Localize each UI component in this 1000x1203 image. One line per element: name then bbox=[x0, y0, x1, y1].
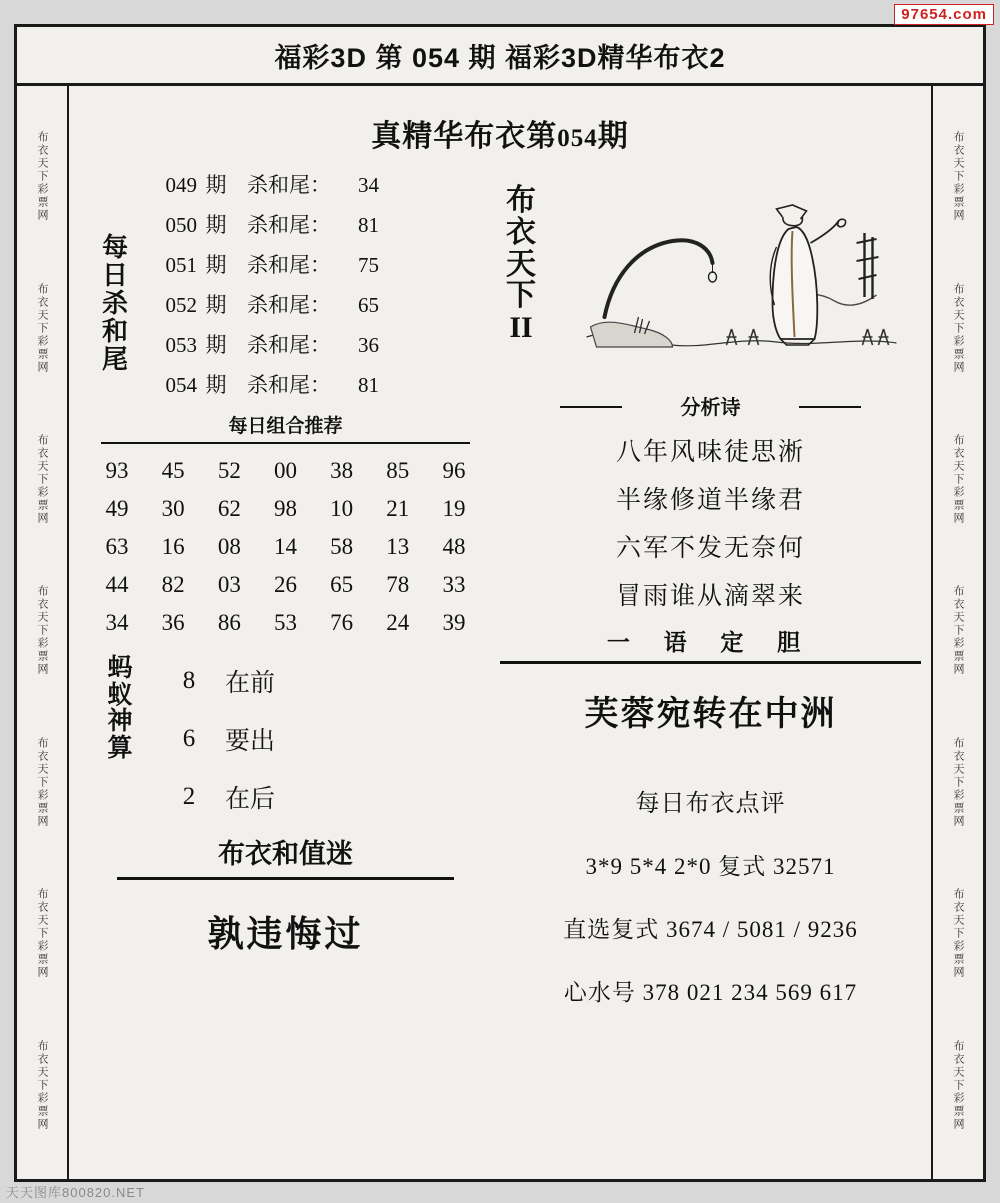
ant-label-char: 蚂 bbox=[107, 655, 133, 682]
ant-label-char: 算 bbox=[107, 734, 133, 762]
art-title-char: 衣 bbox=[506, 215, 536, 249]
grid-cell: 16 bbox=[161, 534, 185, 559]
watermark-text: 布衣天下彩票网 bbox=[952, 434, 964, 526]
grid-cell: 08 bbox=[217, 534, 241, 559]
grid-cell: 49 bbox=[105, 496, 129, 521]
row-qi: 期 bbox=[205, 213, 227, 237]
left-column bbox=[69, 169, 484, 1007]
grid-cell: 36 bbox=[161, 610, 185, 635]
list-item bbox=[167, 768, 484, 826]
row-qi: 期 bbox=[205, 333, 227, 357]
divider bbox=[500, 661, 921, 664]
table-row bbox=[89, 566, 482, 604]
row-label: 杀和尾： bbox=[247, 373, 331, 397]
kill-sum-label-char: 和 bbox=[101, 317, 128, 347]
key-phrase: 芙蓉宛转在中洲 bbox=[584, 696, 837, 733]
grid-cell: 10 bbox=[330, 496, 354, 521]
grid-cell: 78 bbox=[386, 572, 410, 597]
row-label: 杀和尾： bbox=[247, 173, 331, 197]
grid-cell: 93 bbox=[105, 458, 129, 483]
grid-cell: 98 bbox=[273, 496, 297, 521]
ant-number: 8 bbox=[182, 667, 196, 694]
kill-sum-rows bbox=[143, 169, 484, 409]
main-heading-suffix: 期 bbox=[597, 120, 629, 153]
grid-cell: 63 bbox=[105, 534, 129, 559]
ant-label bbox=[87, 652, 149, 826]
ink-painting bbox=[552, 177, 931, 387]
row-value: 81 bbox=[358, 373, 379, 397]
divider bbox=[117, 877, 454, 880]
ant-word: 在前 bbox=[225, 670, 276, 697]
row-label: 杀和尾： bbox=[247, 253, 331, 277]
riddle-text: 孰违悔过 bbox=[207, 914, 364, 954]
corner-watermark-badge: 97654.com bbox=[894, 4, 994, 25]
art-title-char: 下 bbox=[506, 279, 536, 313]
daily-review-title: 每日布衣点评 bbox=[635, 791, 786, 817]
row-issue: 050 bbox=[165, 213, 197, 237]
table-row bbox=[143, 289, 484, 329]
main-heading-prefix: 真精华布衣第 bbox=[371, 120, 558, 153]
grid-cell: 38 bbox=[330, 458, 354, 483]
grid-cell: 85 bbox=[386, 458, 410, 483]
watermark-text: 布衣天下彩票网 bbox=[36, 434, 48, 526]
right-column bbox=[484, 169, 931, 1007]
row-qi: 期 bbox=[205, 373, 227, 397]
grid-cell: 34 bbox=[105, 610, 129, 635]
kill-sum-block bbox=[87, 169, 484, 409]
main-heading bbox=[69, 111, 931, 155]
watermark-text: 布衣天下彩票网 bbox=[36, 888, 48, 980]
kill-sum-label-char: 杀 bbox=[101, 288, 128, 318]
kill-sum-label-char: 每 bbox=[101, 232, 128, 262]
analysis-title: 分析诗 bbox=[490, 391, 931, 420]
ant-number: 6 bbox=[182, 725, 196, 752]
grid-cell: 82 bbox=[161, 572, 185, 597]
watermark-text: 布衣天下彩票网 bbox=[36, 1039, 48, 1131]
grid-cell: 33 bbox=[442, 572, 466, 597]
one-word-title: 一 语 定 胆 bbox=[606, 630, 815, 655]
poem-line: 半缘修道半缘君 bbox=[615, 487, 805, 514]
grid-cell: 65 bbox=[330, 572, 354, 597]
table-row bbox=[143, 169, 484, 209]
row-label: 杀和尾： bbox=[247, 333, 331, 357]
page-title: 福彩3D 第 054 期 福彩3D精华布衣2 bbox=[274, 42, 726, 73]
table-row bbox=[89, 490, 482, 528]
sheet-content bbox=[69, 83, 931, 1179]
grid-cell: 24 bbox=[386, 610, 410, 635]
watermark-text: 布衣天下彩票网 bbox=[36, 585, 48, 677]
note-line: 心水号 378 021 234 569 617 bbox=[563, 980, 858, 1005]
row-issue: 054 bbox=[165, 373, 197, 397]
art-title bbox=[490, 177, 552, 344]
row-value: 81 bbox=[358, 213, 379, 237]
ink-painting-svg bbox=[552, 177, 931, 387]
grid-cell: 58 bbox=[330, 534, 354, 559]
grid-cell: 13 bbox=[386, 534, 410, 559]
table-row bbox=[143, 329, 484, 369]
lottery-sheet bbox=[14, 24, 986, 1182]
row-qi: 期 bbox=[205, 293, 227, 317]
row-label: 杀和尾： bbox=[247, 213, 331, 237]
table-row bbox=[89, 604, 482, 642]
ant-rows bbox=[149, 652, 484, 826]
table-row bbox=[89, 452, 482, 490]
grid-cell: 21 bbox=[386, 496, 410, 521]
row-qi: 期 bbox=[205, 173, 227, 197]
ant-word: 要出 bbox=[225, 728, 276, 755]
grid-cell: 52 bbox=[217, 458, 241, 483]
watermark-text: 布衣天下彩票网 bbox=[36, 131, 48, 223]
watermark-text: 布衣天下彩票网 bbox=[36, 736, 48, 828]
art-title-char: II bbox=[509, 311, 533, 345]
grid-cell: 96 bbox=[442, 458, 466, 483]
left-watermark-strip bbox=[17, 83, 69, 1179]
row-issue: 049 bbox=[165, 173, 197, 197]
table-row bbox=[89, 528, 482, 566]
watermark-text: 布衣天下彩票网 bbox=[952, 131, 964, 223]
grid-cell: 39 bbox=[442, 610, 466, 635]
sheet-title-bar bbox=[17, 27, 983, 86]
row-value: 75 bbox=[358, 253, 379, 277]
ant-prediction-block bbox=[87, 652, 484, 826]
list-item bbox=[167, 710, 484, 768]
two-column-layout bbox=[69, 169, 931, 1007]
poem-line: 冒雨谁从滴翠来 bbox=[615, 583, 805, 610]
row-label: 杀和尾： bbox=[247, 293, 331, 317]
ant-label-char: 蚁 bbox=[107, 681, 133, 709]
combo-title: 每日组合推荐 bbox=[228, 416, 343, 437]
main-heading-issue: 054 bbox=[557, 125, 598, 152]
row-issue: 051 bbox=[165, 253, 197, 277]
list-item bbox=[167, 652, 484, 710]
watermark-text: 布衣天下彩票网 bbox=[952, 282, 964, 374]
grid-cell: 19 bbox=[442, 496, 466, 521]
grid-cell: 44 bbox=[105, 572, 129, 597]
table-row bbox=[143, 369, 484, 409]
divider bbox=[101, 442, 470, 444]
watermark-text: 布衣天下彩票网 bbox=[952, 736, 964, 828]
grid-cell: 30 bbox=[161, 496, 185, 521]
right-watermark-strip bbox=[931, 83, 983, 1179]
ant-label-char: 神 bbox=[107, 708, 133, 735]
combo-grid bbox=[89, 452, 482, 642]
grid-cell: 26 bbox=[273, 572, 297, 597]
poem-line: 八年风味徒思淅 bbox=[615, 439, 805, 466]
kill-sum-label-char: 日 bbox=[101, 260, 128, 290]
note-line: 3*9 5*4 2*0 复式 32571 bbox=[585, 854, 836, 879]
kill-sum-label-char: 尾 bbox=[101, 345, 128, 375]
ant-number: 2 bbox=[182, 783, 196, 810]
grid-cell: 53 bbox=[273, 610, 297, 635]
watermark-text: 布衣天下彩票网 bbox=[952, 1039, 964, 1131]
note-line: 直选复式 3674 / 5081 / 9236 bbox=[563, 917, 858, 942]
row-issue: 053 bbox=[165, 333, 197, 357]
grid-cell: 62 bbox=[217, 496, 241, 521]
grid-cell: 76 bbox=[330, 610, 354, 635]
kill-sum-label bbox=[87, 204, 143, 374]
ant-word: 在后 bbox=[225, 786, 276, 813]
grid-cell: 48 bbox=[442, 534, 466, 559]
artwork-block bbox=[490, 177, 931, 387]
bottom-watermark: 天天图库800820.NET bbox=[6, 1185, 145, 1200]
art-title-char: 天 bbox=[506, 247, 536, 281]
watermark-text: 布衣天下彩票网 bbox=[36, 282, 48, 374]
grid-cell: 00 bbox=[273, 458, 297, 483]
poem-line: 六军不发无奈何 bbox=[615, 535, 805, 562]
grid-cell: 14 bbox=[273, 534, 297, 559]
table-row bbox=[143, 249, 484, 289]
table-row bbox=[143, 209, 484, 249]
grid-cell: 03 bbox=[217, 572, 241, 597]
grid-cell: 45 bbox=[161, 458, 185, 483]
grid-cell: 86 bbox=[217, 610, 241, 635]
row-qi: 期 bbox=[205, 253, 227, 277]
row-value: 65 bbox=[358, 293, 379, 317]
row-value: 34 bbox=[358, 173, 379, 197]
row-issue: 052 bbox=[165, 293, 197, 317]
art-title-char: 布 bbox=[506, 184, 536, 217]
riddle-title: 布衣和值迷 bbox=[218, 839, 353, 869]
row-value: 36 bbox=[358, 333, 379, 357]
watermark-text: 布衣天下彩票网 bbox=[952, 585, 964, 677]
watermark-text: 布衣天下彩票网 bbox=[952, 888, 964, 980]
